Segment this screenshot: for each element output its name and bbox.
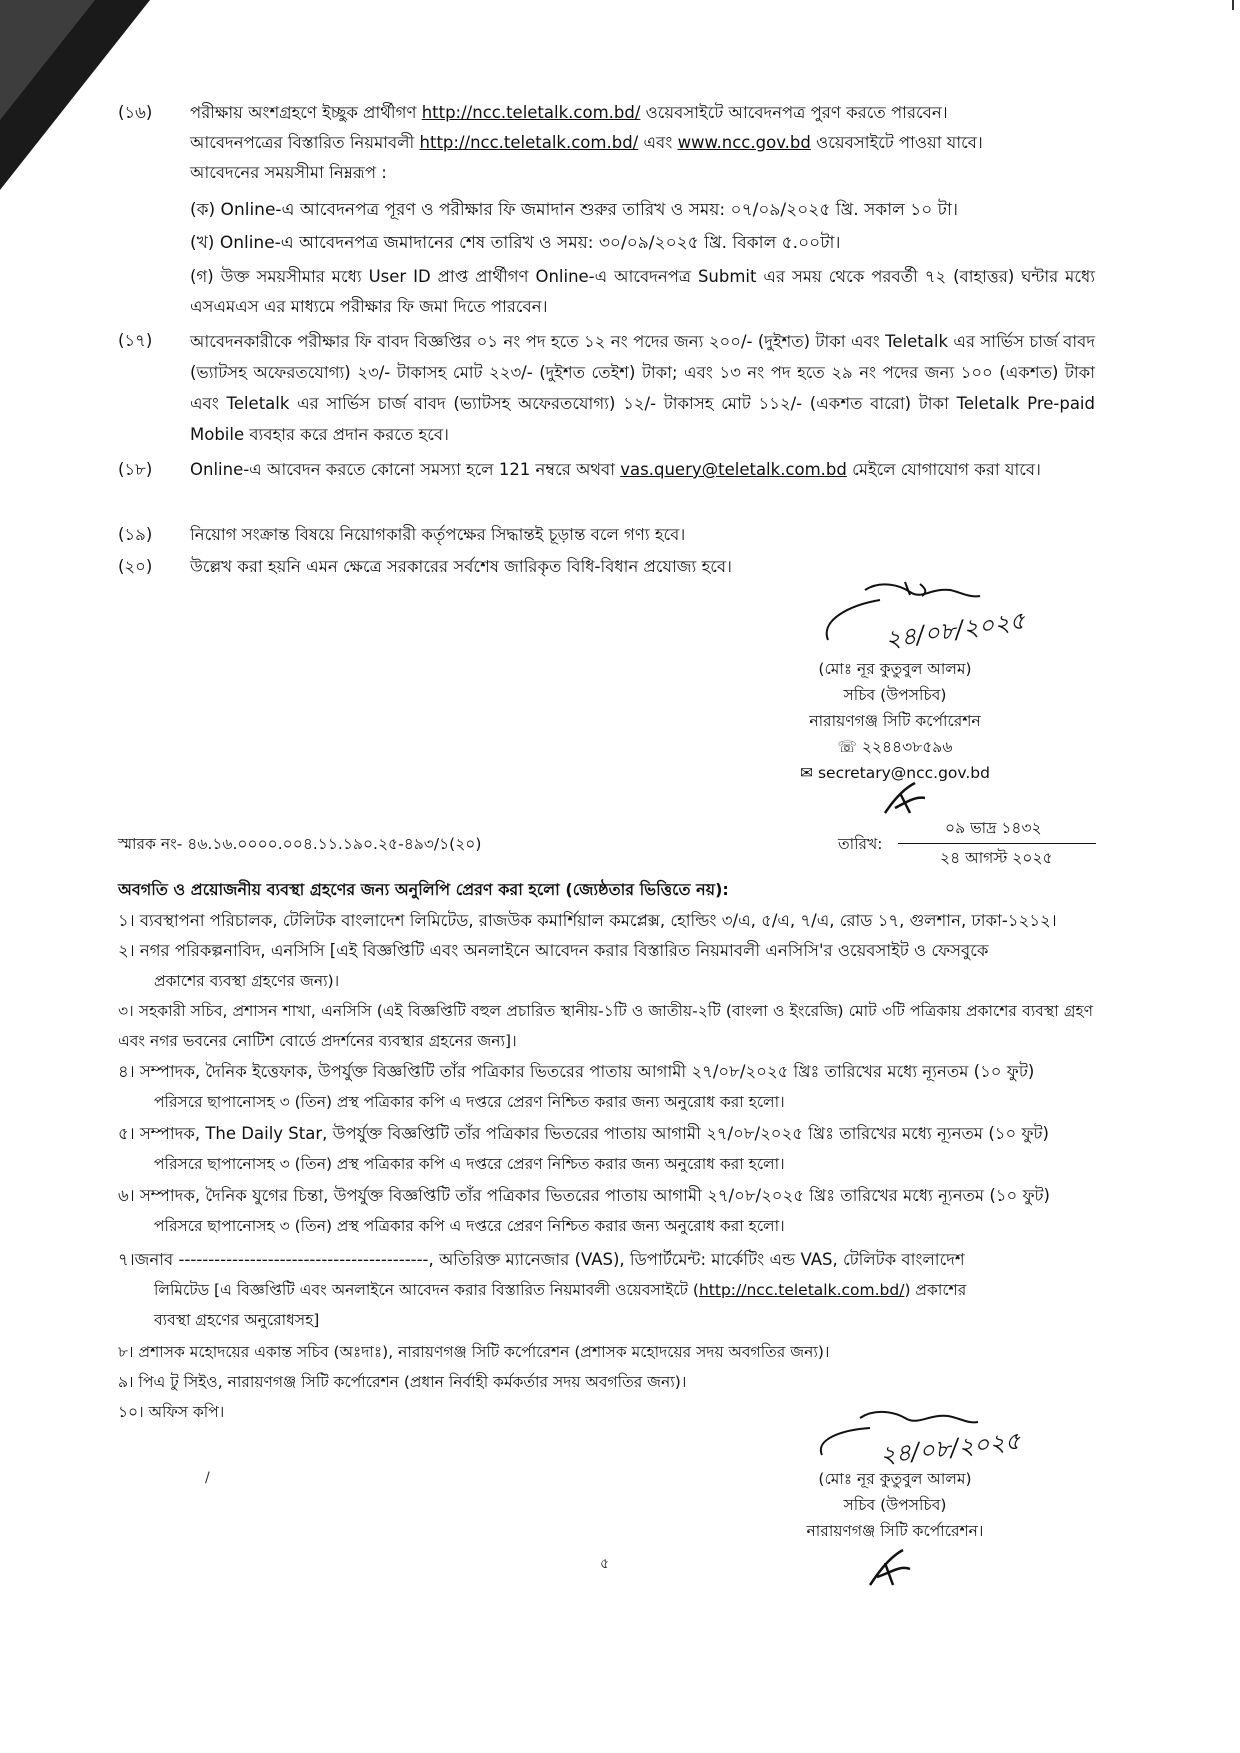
cc-item-7: ৭।জনাব ------------------------------------------, অতিরিক্ত ম্যানেজার (VAS), ডিপার্টমেন্ট: মার্কেটিং এন্ড VAS, টেলিটক বাংলাদেশ লিমিটেড [এ বিজ্ঞপ্তিটি এবং অনলাইনে আবেদন করার বিস্তারিত নিয়মাবলী ওয়েবসাইটে (http://ncc.teletalk.com.bd/) প্রকাশের ব্যবস্থা গ্রহণের অনুরোধসহ] <box>118 1250 967 1329</box>
page-number: ৫ <box>600 1556 610 1572</box>
cc-item-2: ২। নগর পরিকল্পনাবিদ, এনসিসি [এই বিজ্ঞপ্তিটি এবং অনলাইনে আবেদন করার বিস্তারিত নিয়মাবলী এনসিসি'র ওয়েবসাইট ও ফেসবুকে <box>118 941 989 960</box>
teletalk-link-2[interactable]: http://ncc.teletalk.com.bd/ <box>419 133 639 152</box>
scan-edge-mark <box>1232 0 1234 10</box>
signature-block-2 <box>780 1466 1010 1544</box>
cc-list <box>118 906 1093 996</box>
signatory-email: ✉ secretary@ncc.gov.bd <box>800 764 990 782</box>
signatory-office: নারায়ণগঞ্জ সিটি কর্পোরেশন <box>809 712 981 730</box>
signatory-2-name: (মোঃ নূর কুতুবুল আলম) <box>818 1470 972 1488</box>
signatory-2-office: নারায়ণগঞ্জ সিটি কর্পোরেশন। <box>806 1522 984 1540</box>
signatory-designation: সচিব (উপসচিব) <box>843 686 947 704</box>
item-16-text: পরীক্ষায় অংশগ্রহণে ইচ্ছুক প্রার্থীগণ http://ncc.teletalk.com.bd/ ওয়েবসাইটে আবেদনপত্র পুরণ করতে পারবেন। আবেদনপত্রের বিস্তারিত নিয়মাবলী http://ncc.teletalk.com.bd/ এবং www.ncc.gov.bd ওয়েবসাইটে পাওয়া যাবে। আবেদনের সময়সীমা নিম্নরূপ : <box>190 98 1095 188</box>
signatory-name: (মোঃ নূর কুতুবুল আলম) <box>818 660 972 678</box>
cc-item-6: ৬। সম্পাদক, দৈনিক যুগের চিন্তা, উপর্যুক্ত বিজ্ঞপ্তিটি তাঁর পত্রিকার ভিতরের পাতায় আগামী ২৭/০৮/২০২৫ খ্রিঃ তারিখের মধ্যে ন্যূনতম (১০ ফুট) পরিসরে ছাপানোসহ ৩ (তিন) প্রস্থ পত্রিকার কপি এ দপ্তরে প্রেরণ নিশ্চিত করার জন্য অনুরোধ করা হলো। <box>118 1186 1050 1235</box>
cc-item-1: ১। ব্যবস্থাপনা পরিচালক, টেলিটক বাংলাদেশ লিমিটেড, রাজউক কমার্শিয়াল কমপ্লেক্স, হোল্ডিং ৩/এ, ৫/এ, ৭/এ, রোড ১৭, গুলশান, ঢাকা-১২১২। <box>118 911 1057 930</box>
initial-mark-1 <box>880 778 930 818</box>
item-19-text: নিয়োগ সংক্রান্ত বিষয়ে নিয়োগকারী কর্তৃপক্ষের সিদ্ধান্তই চূড়ান্ত বলে গণ্য হবে। <box>190 525 686 544</box>
cc-item-10: ১০। অফিস কপি। <box>118 1403 225 1421</box>
item-17-number: (১৭) <box>118 331 153 350</box>
initial-mark-2 <box>865 1545 915 1590</box>
teletalk-link[interactable]: http://ncc.teletalk.com.bd/ <box>421 103 641 122</box>
signatory-phone: ☏ ২২৪৪৩৮৫৯৬ <box>837 738 953 756</box>
item-16-number: (১৬) <box>118 103 153 122</box>
item-20-number: (২০) <box>118 557 153 576</box>
cc-item-9: ৯। পিএ টু সিইও, নারায়ণগঞ্জ সিটি কর্পোরেশন (প্রধান নির্বাহী কর্মকর্তার সদয় অবগতির জন্য)। <box>118 1373 687 1391</box>
signature-block-1 <box>780 656 1010 786</box>
vas-query-email[interactable]: vas.query@teletalk.com.bd <box>620 460 847 479</box>
cc-heading: অবগতি ও প্রয়োজনীয় ব্যবস্থা গ্রহণের জন্য অনুলিপি প্রেরণ করা হলো (জ্যেষ্ঠতার ভিত্তিতে নয়): <box>118 880 729 899</box>
item-16-sub-ga: (গ) উক্ত সময়সীমার মধ্যে User ID প্রাপ্ত প্রার্থীগণ Online-এ আবেদনপত্র Submit এর সময় থেকে পরবর্তী ৭২ (বাহাত্তর) ঘন্টার মধ্যে এসএমএস এর মাধ্যমে পরীক্ষার ফি জমা দিতে পারবেন। <box>190 267 1095 316</box>
signature-1-date: ২৪/০৮/২০২৫ <box>883 606 1027 654</box>
teletalk-link-3[interactable]: http://ncc.teletalk.com.bd/ <box>698 1281 905 1299</box>
scan-speck: / <box>205 1470 210 1486</box>
deadline-intro: আবেদনের সময়সীমা নিম্নরূপ : <box>190 163 387 182</box>
signatory-2-designation: সচিব (উপসচিব) <box>843 1496 947 1514</box>
cc-item-3: ৩। সহকারী সচিব, প্রশাসন শাখা, এনসিসি (এই বিজ্ঞপ্তিটি বহুল প্রচারিত স্থানীয়-১টি ও জাতীয়-২টি (বাংলা ও ইংরেজি) মোট ৩টি পত্রিকায় প্রকাশের ব্যবস্থা গ্রহণ এবং নগর ভবনের নোটিশ বোর্ডে প্রদর্শনের ব্যবস্থার গ্রহনের জন্য]। <box>118 1002 1093 1050</box>
item-16-sub-kha: (খ) Online-এ আবেদনপত্র জমাদানের শেষ তারিখ ও সময়: ৩০/০৯/২০২৫ খ্রি. বিকাল ৫.০০টা। <box>190 233 841 253</box>
ncc-gov-link[interactable]: www.ncc.gov.bd <box>677 133 811 152</box>
memo-date-label: তারিখ: <box>838 835 883 853</box>
cc-item-2-cont: প্রকাশের ব্যবস্থা গ্রহণের জন্য)। <box>154 972 340 990</box>
cc-item-4: ৪। সম্পাদক, দৈনিক ইত্তেফাক, উপর্যুক্ত বিজ্ঞপ্তিটি তাঁর পত্রিকার ভিতরের পাতায় আগামী ২৭/০৮/২০২৫ খ্রিঃ তারিখের মধ্যে ন্যূনতম (১০ ফুট) পরিসরে ছাপানোসহ ৩ (তিন) প্রস্থ পত্রিকার কপি এ দপ্তরে প্রেরণ নিশ্চিত করার জন্য অনুরোধ করা হলো। <box>118 1062 1035 1111</box>
date-divider <box>898 843 1096 844</box>
memo-date-english: ২৪ আগস্ট ২০২৫ <box>940 849 1053 867</box>
memo-date-bangla: ০৯ ভাদ্র ১৪৩২ <box>945 819 1042 837</box>
item-20-text: উল্লেখ করা হয়নি এমন ক্ষেত্রে সরকারের সর্বশেষ জারিকৃত বিধি-বিধান প্রযোজ্য হবে। <box>190 557 732 576</box>
item-18-number: (১৮) <box>118 460 153 479</box>
item-19-number: (১৯) <box>118 525 153 544</box>
item-17-text: আবেদনকারীকে পরীক্ষার ফি বাবদ বিজ্ঞপ্তির ০১ নং পদ হতে ১২ নং পদের জন্য ২০০/- (দুইশত) টাকা এবং Teletalk এর সার্ভিস চার্জ বাবদ (ভ্যাটসহ অফেরতযোগ্য) ২৩/- টাকাসহ মোট ২২৩/- (দুইশত তেইশ) টাকা; এবং ১৩ নং পদ হতে ২৯ নং পদের জন্য ১০০ (একশত) টাকা এবং Teletalk এর সার্ভিস চার্জ বাবদ (ভ্যাটসহ অফেরতযোগ্য) ১২/- টাকাসহ মোট ১১২/- (একশত বারো) টাকা Teletalk Pre-paid Mobile ব্যবহার করে প্রদান করতে হবে। <box>190 332 1095 444</box>
cc-item-8: ৮। প্রশাসক মহোদয়ের একান্ত সচিব (অঃদাঃ), নারায়ণগঞ্জ সিটি কর্পোরেশন (প্রশাসক মহোদয়ের সদয় অবগতির জন্য)। <box>118 1343 830 1361</box>
scan-shadow-inner <box>0 0 95 120</box>
item-18-text: Online-এ আবেদন করতে কোনো সমস্যা হলে 121 নম্বরে অথবা vas.query@teletalk.com.bd মেইলে যোগাযোগ করা যাবে। <box>190 460 1041 479</box>
phone-icon: ☏ <box>837 738 862 756</box>
memo-reference: স্মারক নং- ৪৬.১৬.০০০০.০০৪.১১.১৯০.২৫-৪৯৩/১(২০) <box>118 835 482 853</box>
signature-2-date: ২৪/০৮/২০২৫ <box>878 1426 1022 1470</box>
envelope-icon: ✉ <box>800 764 818 782</box>
cc-item-5: ৫। সম্পাদক, The Daily Star, উপর্যুক্ত বিজ্ঞপ্তিটি তাঁর পত্রিকার ভিতরের পাতায় আগামী ২৭/০৮/২০২৫ খ্রিঃ তারিখের মধ্যে ন্যূনতম (১০ ফুট) পরিসরে ছাপানোসহ ৩ (তিন) প্রস্থ পত্রিকার কপি এ দপ্তরে প্রেরণ নিশ্চিত করার জন্য অনুরোধ করা হলো। <box>118 1124 1049 1173</box>
item-16-sub-ka: (ক) Online-এ আবেদনপত্র পূরণ ও পরীক্ষার ফি জমাদান শুরুর তারিখ ও সময়: ০৭/০৯/২০২৫ খ্রি. সকাল ১০ টা। <box>190 200 958 220</box>
